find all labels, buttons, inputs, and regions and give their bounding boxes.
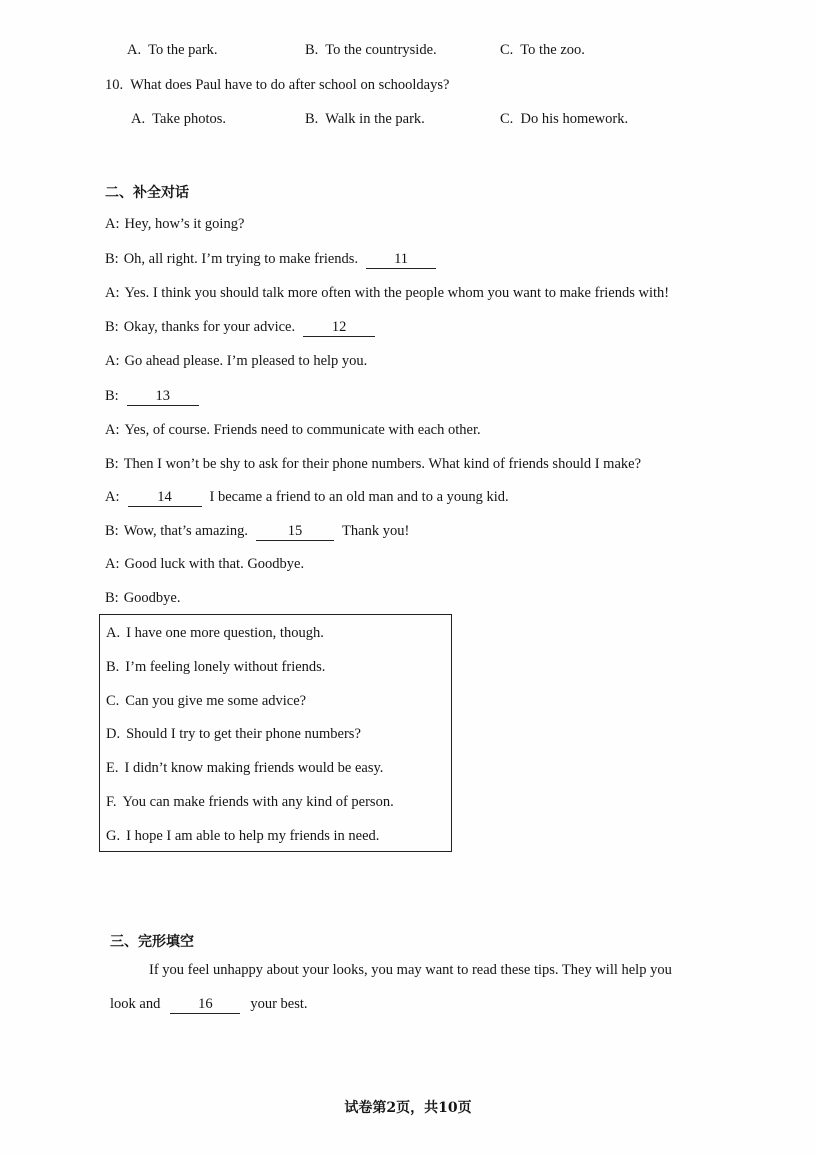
option-text: To the countryside. [325,42,437,58]
choice-item [106,626,324,641]
answer-blank-12[interactable]: 12 [303,320,375,337]
choice-item [106,727,361,742]
option-label: B. [305,42,319,58]
dialogue-text: Okay, thanks for your advice. [123,319,296,335]
dialogue-line [105,320,381,337]
choice-text: I didn’t know making friends would be easy. [124,760,384,776]
choice-text: Can you give me some advice? [125,693,307,709]
speaker-label: B: [105,251,119,267]
dialogue-line [105,557,304,572]
option-text: Do his homework. [520,111,629,127]
q10-option-c [500,112,628,127]
dialogue-line [105,524,409,541]
option-text: To the park. [148,42,218,58]
speaker-label: A: [105,285,120,301]
q9-option-b [305,43,437,58]
speaker-label: B: [105,456,119,472]
choice-text: You can make friends with any kind of person. [122,794,394,810]
option-text: To the zoo. [520,42,585,58]
dialogue-line [105,286,669,301]
section3-heading: 三、完形填空 [110,934,194,950]
choice-item [106,694,306,709]
option-text: Walk in the park. [325,111,425,127]
page-footer: 试卷第2页，共10页 [344,1100,472,1116]
dialogue-line [105,490,509,507]
speaker-label: B: [105,523,119,539]
option-label: C. [500,42,514,58]
dialogue-text: Hey, how’s it going? [124,216,245,232]
q10-option-a [131,112,226,127]
q10-option-b [305,112,425,127]
question-text: What does Paul have to do after school on schooldays? [130,77,450,93]
dialogue-text-after: I became a friend to an old man and to a young kid. [209,489,509,505]
dialogue-text: Goodbye. [123,590,181,606]
speaker-label: A: [105,422,120,438]
dialogue-line [105,252,442,269]
dialogue-text: Wow, that’s amazing. [123,523,249,539]
choice-label: D. [106,726,121,742]
choice-item [106,761,383,776]
speaker-label: B: [105,590,119,606]
choice-label: A. [106,625,121,641]
answer-blank-14[interactable]: 14 [128,490,202,507]
speaker-label: B: [105,319,119,335]
dialogue-line [105,217,244,232]
dialogue-text: Oh, all right. I’m trying to make friends. [123,251,359,267]
dialogue-line [105,457,641,472]
option-label: A. [131,111,146,127]
cloze-paragraph-line1: If you feel unhappy about your looks, you may want to read these tips. They will help you [149,962,672,978]
option-label: C. [500,111,514,127]
choice-label: B. [106,659,120,675]
cloze-text-before: look and [110,996,161,1012]
dialogue-text: Yes. I think you should talk more often with the people whom you want to make friends with! [124,285,670,301]
choice-label: C. [106,693,120,709]
answer-blank-11[interactable]: 11 [366,252,436,269]
dialogue-line [105,389,205,406]
q9-option-a [127,43,218,58]
option-label: B. [305,111,319,127]
choice-label: F. [106,794,117,810]
q9-option-c [500,43,585,58]
choice-text: I’m feeling lonely without friends. [125,659,326,675]
speaker-label: A: [105,489,120,505]
option-label: A. [127,42,142,58]
answer-blank-13[interactable]: 13 [127,389,199,406]
section2-heading: 二、补全对话 [105,185,189,201]
speaker-label: A: [105,353,120,369]
speaker-label: A: [105,216,120,232]
dialogue-line [105,423,481,438]
cloze-text-after: your best. [250,996,308,1012]
answer-blank-16[interactable]: 16 [170,997,240,1014]
answer-blank-15[interactable]: 15 [256,524,334,541]
speaker-label: B: [105,388,119,404]
dialogue-text-after: Thank you! [342,523,410,539]
dialogue-line [105,591,181,606]
choice-item [106,795,394,810]
dialogue-text: Good luck with that. Goodbye. [124,556,305,572]
choice-label: G. [106,828,121,844]
dialogue-text: Go ahead please. I’m pleased to help you. [124,353,368,369]
choice-item [106,829,379,844]
q10-question [105,78,449,93]
choice-item [106,660,325,675]
choice-text: Should I try to get their phone numbers? [126,726,361,742]
option-text: Take photos. [152,111,226,127]
cloze-paragraph-line2 [110,997,308,1014]
choices-box [99,614,452,852]
dialogue-text: Yes, of course. Friends need to communicate with each other. [124,422,481,438]
choice-text: I have one more question, though. [126,625,324,641]
speaker-label: A: [105,556,120,572]
dialogue-text: Then I won’t be shy to ask for their phone numbers. What kind of friends should I make? [123,456,642,472]
choice-label: E. [106,760,119,776]
question-number: 10. [105,77,124,93]
choice-text: I hope I am able to help my friends in need. [126,828,380,844]
dialogue-line [105,354,367,369]
